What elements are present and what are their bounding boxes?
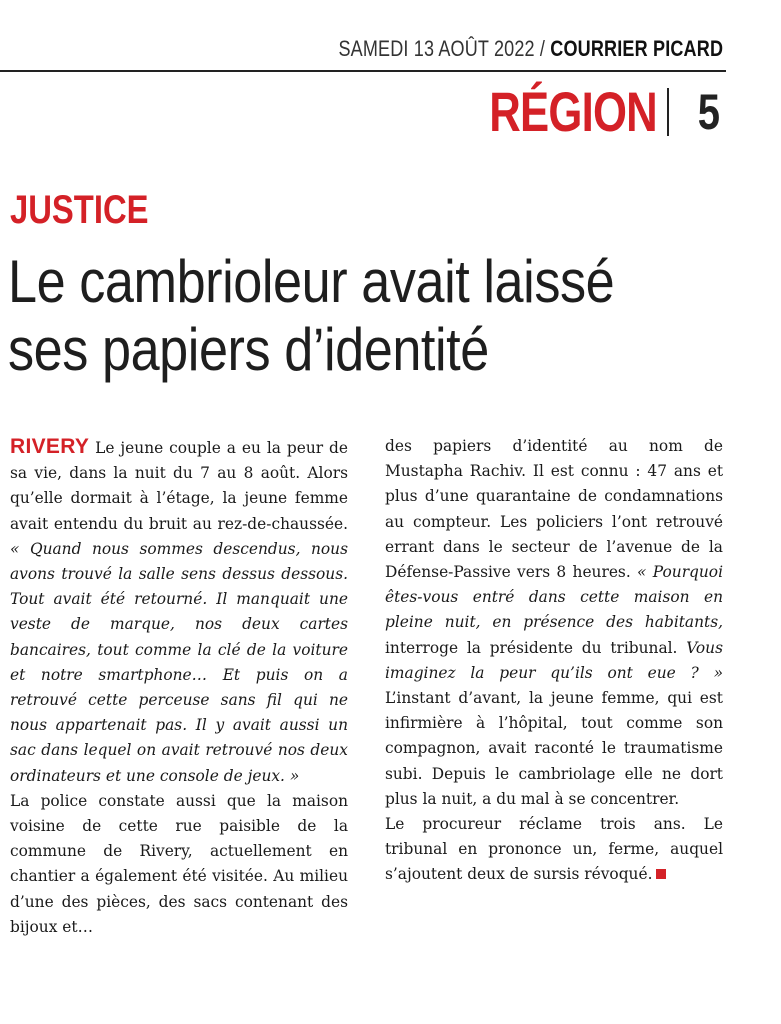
headline-line-2: ses papiers d’identité — [8, 316, 489, 383]
witness-quote: « Quand nous sommes descendus, nous avons trouvé la salle sens dessus dessous. Tout avait été retourné. Il manquait une veste de marque, nos deux cartes bancaires, tout comme la clé de la voiture et notre smartphone… Et puis on a retrouvé cette perceuse sans fil qui ne nous appartenait pas. Il y avait aussi un sac dans lequel on avait retrouvé nos deux ordinateurs et une console de jeux. » — [10, 539, 348, 785]
dateline-separator: / — [534, 36, 551, 61]
issue-date: SAMEDI 13 AOÛT 2022 — [338, 36, 535, 61]
paragraph-text: L’instant d’avant, la jeune femme, qui est infirmière à l’hôpital, tout comme son compagnon, avait raconté le traumatisme subi. Depuis le cambriolage elle ne dort plus la nuit, a du mal à se concentrer. — [385, 689, 723, 808]
paragraph: La police constate aussi que la maison voisine de cette rue paisible de la commune de Rivery, actuellement en chantier a également été visitée. Au milieu d’une des pièces, des sacs contenant des bijoux et… — [10, 791, 348, 936]
article-column-right — [385, 434, 723, 888]
section-divider — [667, 88, 669, 136]
article-column-left — [10, 434, 348, 940]
paragraph-text: Le jeune couple a eu la peur de sa vie, dans la nuit du 7 au 8 août. Alors qu’elle dormait à l’étage, la jeune femme avait entendu du bruit au rez-de-chaussée. — [10, 439, 348, 533]
page-number: 5 — [697, 84, 721, 140]
court-quote: Vous imaginez la peur qu’ils ont eue ? » — [385, 638, 723, 682]
end-of-article-icon — [656, 869, 666, 879]
section-header — [442, 82, 723, 142]
paragraph-text: Le procureur réclame trois ans. Le tribunal en prononce un, ferme, auquel s’ajoutent deux de sursis révoqué. — [385, 815, 723, 884]
locality-dateline: RIVERY — [10, 435, 90, 458]
paragraph — [385, 434, 723, 812]
header-rule — [0, 70, 726, 72]
court-quote: « Pourquoi êtes-vous entré dans cette maison en pleine nuit, en présence des habitants, — [385, 563, 723, 632]
section-name: RÉGION — [489, 80, 658, 143]
headline-line-1: Le cambrioleur avait laissé — [8, 248, 615, 315]
paragraph-text: des papiers d’identité au nom de Mustapha Rachiv. Il est connu : 47 ans et plus d’une quarantaine de condamnations au compteur. Les policiers l’ont retrouvé errant dans le secteur de l’avenue de la Défense-Passive vers 8 heures. — [385, 437, 723, 582]
dateline — [338, 36, 723, 62]
paragraph-text: interroge la présidente du tribunal. — [385, 638, 687, 657]
newspaper-name: COURRIER PICARD — [550, 36, 723, 61]
paragraph — [10, 434, 348, 789]
article-headline — [8, 248, 678, 384]
article-kicker: JUSTICE — [10, 188, 149, 232]
paragraph — [385, 812, 723, 888]
